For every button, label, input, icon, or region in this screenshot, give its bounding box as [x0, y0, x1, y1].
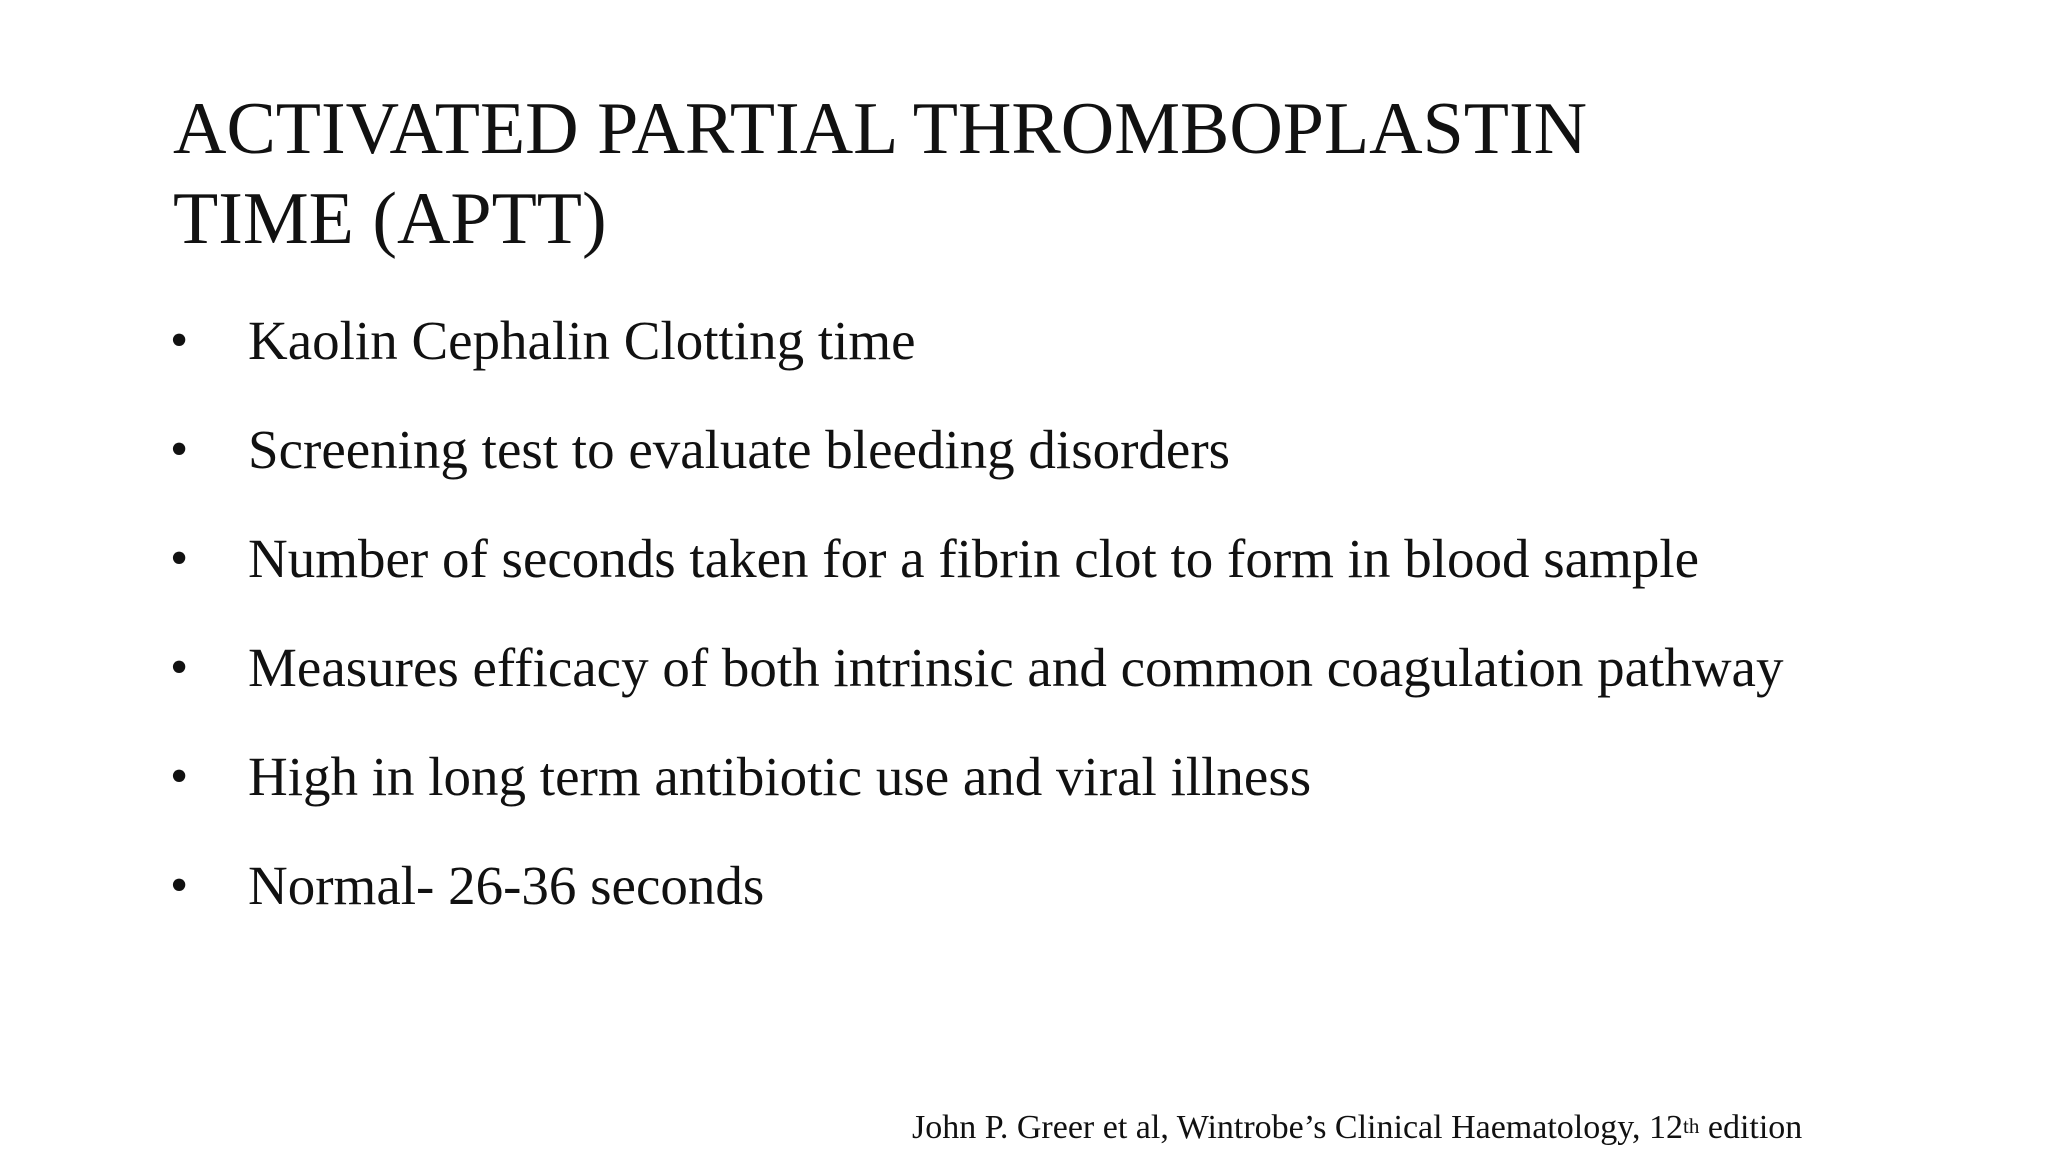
bullet-item-5	[170, 722, 1870, 831]
bullet-icon: •	[170, 748, 189, 805]
bullet-item-3	[170, 504, 1870, 613]
bullet-text: Kaolin Cephalin Clotting time	[248, 310, 916, 371]
bullet-text: High in long term antibiotic use and viral illness	[248, 746, 1312, 807]
citation-superscript: th	[1683, 1114, 1700, 1138]
citation-suffix: edition	[1699, 1109, 1803, 1146]
bullet-text: Normal- 26-36 seconds	[248, 855, 765, 916]
bullet-item-1	[170, 286, 1870, 395]
bullet-icon: •	[170, 639, 189, 696]
bullet-list	[170, 286, 1870, 940]
bullet-text: Screening test to evaluate bleeding disorders	[248, 419, 1231, 480]
title-line-2: TIME (APTT)	[173, 178, 607, 260]
slide-title	[173, 84, 1873, 264]
bullet-item-2	[170, 395, 1870, 504]
bullet-icon: •	[170, 530, 189, 587]
bullet-icon: •	[170, 312, 189, 369]
citation	[912, 1108, 1802, 1148]
bullet-item-6	[170, 831, 1870, 940]
bullet-text: Measures efficacy of both intrinsic and common coagulation pathway	[248, 637, 1784, 698]
citation-text: John P. Greer et al, Wintrobe’s Clinical Haematology, 12	[912, 1109, 1684, 1146]
bullet-text: Number of seconds taken for a fibrin clot to form in blood sample	[248, 528, 1700, 589]
bullet-icon: •	[170, 857, 189, 914]
bullet-icon: •	[170, 421, 189, 478]
title-line-1: ACTIVATED PARTIAL THROMBOPLASTIN	[173, 88, 1588, 170]
bullet-item-4	[170, 613, 1870, 722]
